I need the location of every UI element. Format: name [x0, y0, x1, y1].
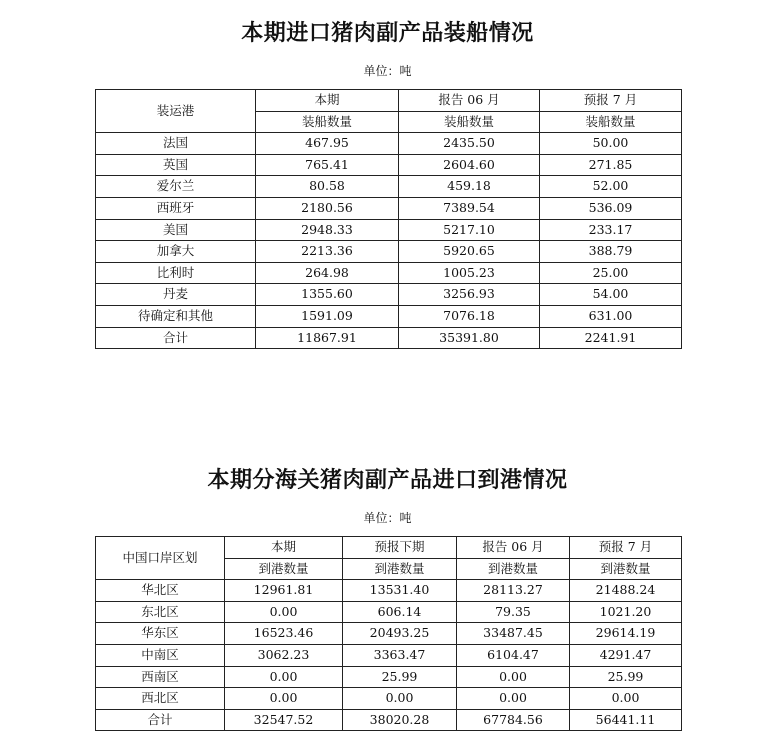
- cell-value: 25.00: [540, 262, 682, 284]
- total-row: [96, 327, 682, 349]
- cell-value: 6104.47: [457, 644, 570, 666]
- sub-header: 到港数量: [457, 558, 570, 580]
- row-name: 合计: [96, 327, 256, 349]
- table-row: [96, 176, 682, 198]
- cell-value: 67784.56: [457, 709, 570, 731]
- sub-header: 装船数量: [399, 111, 540, 133]
- cell-value: 54.00: [540, 284, 682, 306]
- col-group-header: 报告 06 月: [399, 90, 540, 112]
- cell-value: 536.09: [540, 197, 682, 219]
- row-name: 西班牙: [96, 197, 256, 219]
- cell-value: 765.41: [256, 154, 399, 176]
- cell-value: 16523.46: [225, 623, 343, 645]
- shipment-table: [95, 89, 682, 349]
- cell-value: 50.00: [540, 133, 682, 155]
- table1-title: 本期进口猪肉副产品装船情况: [241, 21, 534, 46]
- table-row: [96, 241, 682, 263]
- table2-title: 本期分海关猪肉副产品进口到港情况: [207, 468, 568, 493]
- row-name: 合计: [96, 709, 225, 731]
- cell-value: 0.00: [457, 666, 570, 688]
- cell-value: 7389.54: [399, 197, 540, 219]
- cell-value: 2180.56: [256, 197, 399, 219]
- cell-value: 233.17: [540, 219, 682, 241]
- cell-value: 32547.52: [225, 709, 343, 731]
- cell-value: 7076.18: [399, 305, 540, 327]
- cell-value: 1591.09: [256, 305, 399, 327]
- cell-value: 2241.91: [540, 327, 682, 349]
- cell-value: 1005.23: [399, 262, 540, 284]
- row-name: 待确定和其他: [96, 305, 256, 327]
- row-name: 英国: [96, 154, 256, 176]
- row-name: 爱尔兰: [96, 176, 256, 198]
- table-row: [96, 284, 682, 306]
- cell-value: 0.00: [225, 688, 343, 710]
- sub-header: 装船数量: [256, 111, 399, 133]
- cell-value: 2948.33: [256, 219, 399, 241]
- cell-value: 2604.60: [399, 154, 540, 176]
- table1-unit: 单位：吨: [363, 64, 412, 78]
- cell-value: 28113.27: [457, 580, 570, 602]
- cell-value: 13531.40: [343, 580, 457, 602]
- cell-value: 4291.47: [570, 644, 682, 666]
- cell-value: 2435.50: [399, 133, 540, 155]
- cell-value: 2213.36: [256, 241, 399, 263]
- row-name: 中南区: [96, 644, 225, 666]
- row-name: 华北区: [96, 580, 225, 602]
- cell-value: 264.98: [256, 262, 399, 284]
- cell-value: 271.85: [540, 154, 682, 176]
- row-name: 华东区: [96, 623, 225, 645]
- cell-value: 3062.23: [225, 644, 343, 666]
- table-row: [96, 262, 682, 284]
- row-name: 东北区: [96, 601, 225, 623]
- cell-value: 606.14: [343, 601, 457, 623]
- cell-value: 0.00: [225, 666, 343, 688]
- cell-value: 33487.45: [457, 623, 570, 645]
- col-group-header: 预报 7 月: [570, 537, 682, 559]
- table-row: [96, 154, 682, 176]
- sub-header: 到港数量: [343, 558, 457, 580]
- row-name: 美国: [96, 219, 256, 241]
- sub-header: 到港数量: [570, 558, 682, 580]
- cell-value: 29614.19: [570, 623, 682, 645]
- col-group-header: 本期: [225, 537, 343, 559]
- sub-header: 装船数量: [540, 111, 682, 133]
- cell-value: 11867.91: [256, 327, 399, 349]
- cell-value: 38020.28: [343, 709, 457, 731]
- cell-value: 0.00: [343, 688, 457, 710]
- table-row: [96, 580, 682, 602]
- table-row: [96, 644, 682, 666]
- table-row: [96, 305, 682, 327]
- cell-value: 388.79: [540, 241, 682, 263]
- cell-value: 35391.80: [399, 327, 540, 349]
- cell-value: 56441.11: [570, 709, 682, 731]
- row-name: 加拿大: [96, 241, 256, 263]
- cell-value: 80.58: [256, 176, 399, 198]
- cell-value: 0.00: [570, 688, 682, 710]
- row-name: 丹麦: [96, 284, 256, 306]
- col-group-header: 预报下期: [343, 537, 457, 559]
- table-row: [96, 133, 682, 155]
- table-row: [96, 688, 682, 710]
- arrival-table: [95, 536, 682, 731]
- cell-value: 25.99: [343, 666, 457, 688]
- cell-value: 0.00: [457, 688, 570, 710]
- table-header-row: [96, 537, 682, 559]
- cell-value: 3256.93: [399, 284, 540, 306]
- table2-unit: 单位：吨: [363, 511, 412, 525]
- table-row: [96, 219, 682, 241]
- cell-value: 1355.60: [256, 284, 399, 306]
- cell-value: 0.00: [225, 601, 343, 623]
- cell-value: 20493.25: [343, 623, 457, 645]
- total-row: [96, 709, 682, 731]
- cell-value: 79.35: [457, 601, 570, 623]
- cell-value: 21488.24: [570, 580, 682, 602]
- row-header: 中国口岸区划: [96, 537, 225, 580]
- row-name: 法国: [96, 133, 256, 155]
- cell-value: 631.00: [540, 305, 682, 327]
- col-group-header: 报告 06 月: [457, 537, 570, 559]
- cell-value: 12961.81: [225, 580, 343, 602]
- table-row: [96, 666, 682, 688]
- cell-value: 25.99: [570, 666, 682, 688]
- cell-value: 5217.10: [399, 219, 540, 241]
- cell-value: 459.18: [399, 176, 540, 198]
- table-row: [96, 601, 682, 623]
- cell-value: 3363.47: [343, 644, 457, 666]
- cell-value: 5920.65: [399, 241, 540, 263]
- col-group-header: 预报 7 月: [540, 90, 682, 112]
- row-header: 装运港: [96, 90, 256, 133]
- sub-header: 到港数量: [225, 558, 343, 580]
- cell-value: 52.00: [540, 176, 682, 198]
- cell-value: 467.95: [256, 133, 399, 155]
- row-name: 比利时: [96, 262, 256, 284]
- cell-value: 1021.20: [570, 601, 682, 623]
- row-name: 西北区: [96, 688, 225, 710]
- table-row: [96, 197, 682, 219]
- col-group-header: 本期: [256, 90, 399, 112]
- table-header-row: [96, 90, 682, 112]
- table-row: [96, 623, 682, 645]
- row-name: 西南区: [96, 666, 225, 688]
